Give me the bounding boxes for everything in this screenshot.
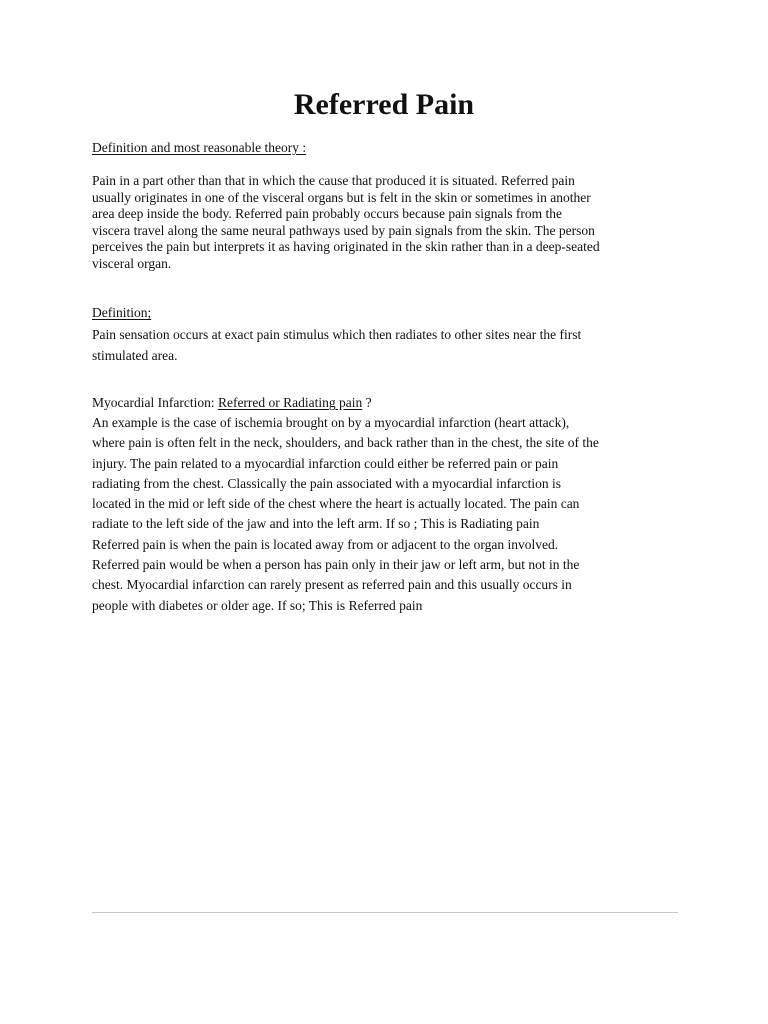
section-heading-definition-theory [92,139,306,157]
section-heading-suffix: ? [362,395,372,410]
section-heading-myocardial-infarction [92,394,372,412]
paragraph-myocardial-infarction: An example is the case of ischemia brought on by a myocardial infarction (heart attack), where pain is often felt in the neck, shoulders, and back rather than in the chest, the site of the injury. The pain related to a myocardial infarction could either be referred pain or pain radiating from the chest. Classically the pain associated with a myocardial infarction is located in the mid or left side of the chest where the heart is actually located. The pain can radiate to the left side of the jaw and into the left arm. If so ; This is Radiating pain Referred pain is when the pain is located away from or adjacent to the organ involved. Referred pain would be when a person has pain only in their jaw or left arm, but not in the chest. Myocardial infarction can rarely present as referred pain and this usually occurs in people with diabetes or older age. If so; This is Referred pain [92,415,599,613]
footer-divider [92,912,678,913]
section-heading-definition [92,304,151,322]
paragraph-definition-theory: Pain in a part other than that in which the cause that produced it is situated. Referred pain usually originates in one of the visceral organs but is felt in the skin or sometimes in another area deep inside the body. Referred pain probably occurs because pain signals from the viscera travel along the same neural pathways used by pain signals from the skin. The person perceives the pain but interprets it as having originated in the skin rather than in a deep-seated visceral organ. [92,173,600,271]
section-heading-underlined-term: Referred or Radiating pain [217,395,363,410]
section-heading-definition-theory-text: Definition and most reasonable theory : [92,140,307,155]
section-heading-prefix: Myocardial Infarction: [92,395,218,410]
section-heading-definition-text: Definition; [92,305,152,320]
page-title: Referred Pain [293,88,475,121]
paragraph-definition: Pain sensation occurs at exact pain stimulus which then radiates to other sites near the first stimulated area. [92,327,582,363]
